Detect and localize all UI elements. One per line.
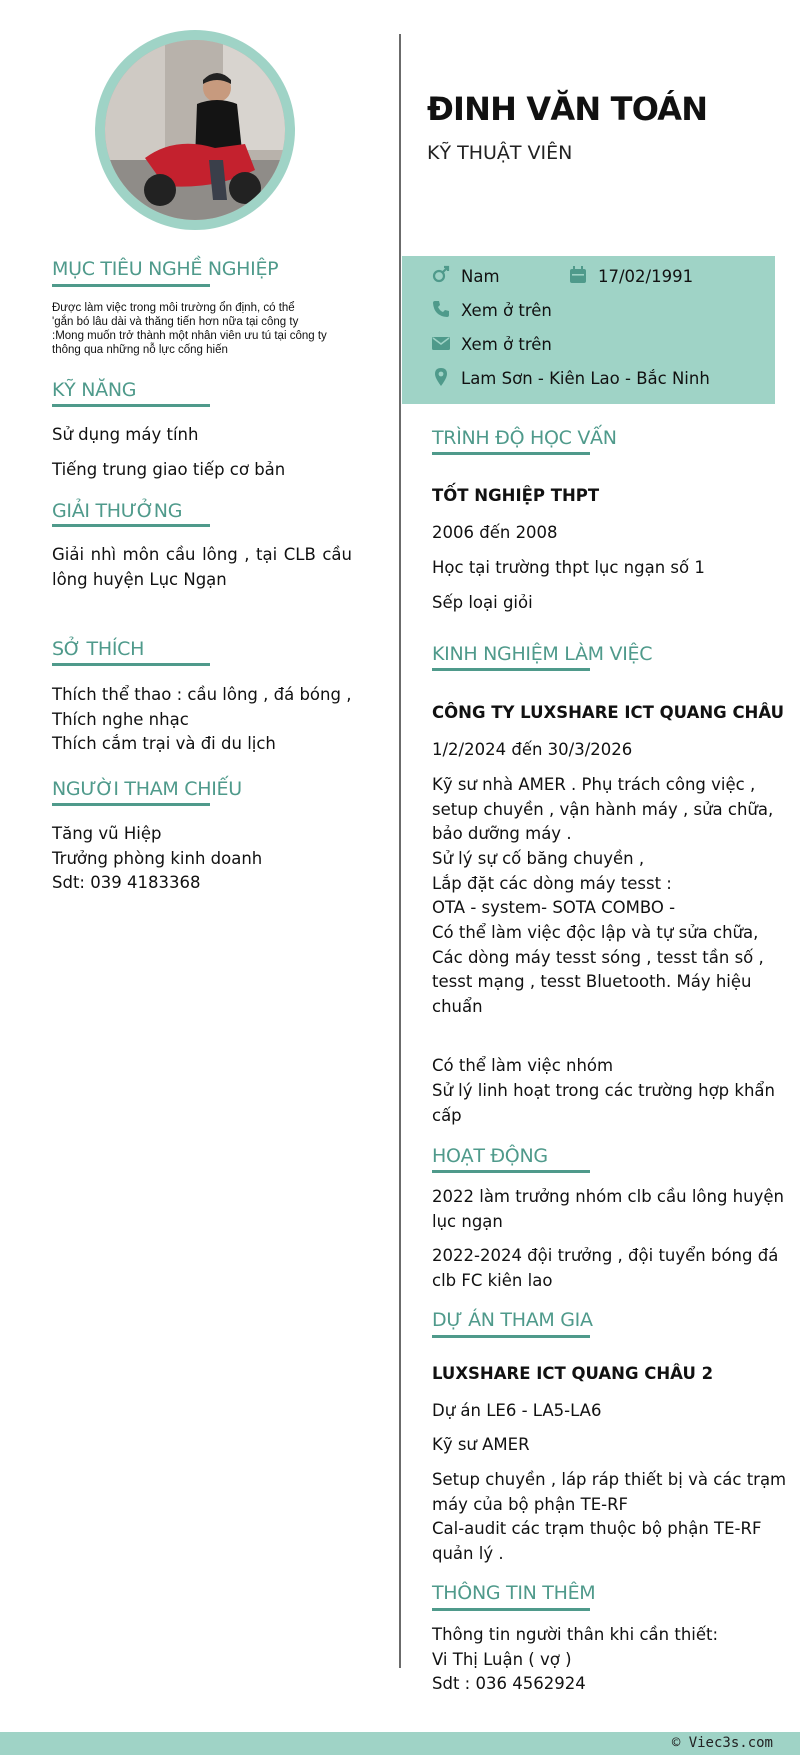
hobby-line: Thích cắm trại và đi du lịch — [52, 734, 276, 753]
project-line: Setup chuyền , láp ráp thiết bị và các trạm — [432, 1470, 787, 1489]
references-heading: NGƯỜI THAM CHIẾU — [52, 778, 242, 800]
location-icon — [431, 367, 451, 387]
activity-line: 2022-2024 đội trưởng , đội tuyển bóng đá — [432, 1246, 779, 1265]
objective-underline — [52, 284, 210, 287]
experience-line: Sử lý sự cố băng chuyền , — [432, 849, 645, 868]
avatar-ring — [95, 30, 295, 230]
experience-company: CÔNG TY LUXSHARE ICT QUANG CHÂU — [432, 703, 785, 722]
gender-icon — [431, 265, 451, 285]
additional-underline — [432, 1608, 590, 1611]
activities-underline — [432, 1170, 590, 1173]
email-icon — [431, 333, 451, 353]
experience-line: bảo dưỡng máy . — [432, 824, 572, 843]
reference-line: Sdt: 039 4183368 — [52, 873, 201, 892]
education-period: 2006 đến 2008 — [432, 523, 558, 542]
avatar — [105, 40, 285, 220]
activity-line: clb FC kiên lao — [432, 1271, 553, 1290]
experience-line: tesst mạng , tesst Bluetooth. Máy hiệu — [432, 972, 752, 991]
skills-heading: KỸ NĂNG — [52, 379, 137, 401]
experience-extra-line: cấp — [432, 1106, 462, 1125]
phone-icon — [431, 299, 451, 319]
experience-line: chuẩn — [432, 997, 483, 1016]
objective-line: :Mong muốn trở thành một nhân viên ưu tú tại công ty — [52, 330, 327, 342]
reference-line: Trưởng phòng kinh doanh — [52, 849, 263, 868]
experience-line: OTA - system- SOTA COMBO - — [432, 898, 676, 917]
activity-line: 2022 làm trưởng nhóm clb cầu lông huyện — [432, 1187, 784, 1206]
email-value: Xem ở trên — [461, 335, 552, 354]
additional-line: Thông tin người thân khi cần thiết: — [432, 1625, 719, 1644]
footer-watermark: © Viec3s.com — [671, 1735, 773, 1751]
additional-heading: THÔNG TIN THÊM — [432, 1582, 596, 1604]
reference-line: Tăng vũ Hiệp — [52, 824, 162, 843]
project-line: Cal-audit các trạm thuộc bộ phận TE-RF — [432, 1519, 762, 1538]
additional-line: Sdt : 036 4562924 — [432, 1674, 586, 1693]
hobbies-heading: SỞ THÍCH — [52, 638, 145, 660]
project-role: Kỹ sư AMER — [432, 1435, 530, 1454]
birthday-value: 17/02/1991 — [598, 267, 694, 286]
calendar-icon — [568, 265, 588, 285]
phone-value: Xem ở trên — [461, 301, 552, 320]
experience-heading: KINH NGHIỆM LÀM VIỆC — [432, 643, 653, 665]
experience-line: setup chuyền , vận hành máy , sửa chữa, — [432, 800, 774, 819]
contact-panel — [402, 256, 775, 404]
candidate-role: KỸ THUẬT VIÊN — [427, 142, 573, 164]
education-underline — [432, 452, 590, 455]
skill-item: Sử dụng máy tính — [52, 425, 199, 444]
awards-underline — [52, 524, 210, 527]
project-line: máy của bộ phận TE-RF — [432, 1495, 629, 1514]
experience-underline — [432, 668, 590, 671]
experience-line: Kỹ sư nhà AMER . Phụ trách công việc , — [432, 775, 756, 794]
education-grade: Sếp loại giỏi — [432, 593, 533, 612]
hobby-line: Thích nghe nhạc — [52, 710, 189, 729]
project-line: quản lý . — [432, 1544, 504, 1563]
address-value: Lam Sơn - Kiên Lao - Bắc Ninh — [461, 369, 710, 388]
award-line: lông huyện Lục Ngạn — [52, 570, 227, 589]
skills-underline — [52, 404, 210, 407]
project-code: Dự án LE6 - LA5-LA6 — [432, 1401, 602, 1420]
projects-heading: DỰ ÁN THAM GIA — [432, 1309, 593, 1331]
experience-line: Lắp đặt các dòng máy tesst : — [432, 874, 672, 893]
projects-underline — [432, 1335, 590, 1338]
awards-heading: GIẢI THƯỞNG — [52, 500, 183, 522]
experience-extra-line: Có thể làm việc nhóm — [432, 1056, 614, 1075]
gender-value: Nam — [461, 267, 500, 286]
education-school: TỐT NGHIỆP THPT — [432, 486, 600, 505]
award-line: Giải nhì môn cầu lông , tại CLB cầu — [52, 545, 352, 564]
column-divider — [399, 34, 401, 1668]
experience-extra-line: Sử lý linh hoạt trong các trường hợp khẩn — [432, 1081, 775, 1100]
avatar-photo — [105, 40, 285, 220]
hobby-line: Thích thể thao : cầu lông , đá bóng , — [52, 685, 352, 704]
education-detail: Học tại trường thpt lục ngạn số 1 — [432, 558, 705, 577]
references-underline — [52, 803, 210, 806]
experience-period: 1/2/2024 đến 30/3/2026 — [432, 740, 633, 759]
candidate-name: ĐINH VĂN TOÁN — [427, 90, 708, 128]
education-heading: TRÌNH ĐỘ HỌC VẤN — [432, 427, 617, 449]
activity-line: lục ngạn — [432, 1212, 503, 1231]
additional-line: Vi Thị Luận ( vợ ) — [432, 1650, 572, 1669]
objective-line: 'gắn bó lâu dài và thăng tiến hơn nữa tại công ty — [52, 316, 299, 328]
activities-heading: HOẠT ĐỘNG — [432, 1145, 548, 1167]
objective-heading: MỤC TIÊU NGHỀ NGHIỆP — [52, 258, 279, 280]
experience-line: Có thể làm việc độc lập và tự sửa chữa, — [432, 923, 759, 942]
project-name: LUXSHARE ICT QUANG CHÂU 2 — [432, 1364, 714, 1383]
objective-line: Được làm việc trong môi trường ổn định, có thể — [52, 302, 295, 314]
hobbies-underline — [52, 663, 210, 666]
objective-line: thông qua những nỗ lực cống hiến — [52, 344, 228, 356]
skill-item: Tiếng trung giao tiếp cơ bản — [52, 460, 286, 479]
experience-line: Các dòng máy tesst sóng , tesst tần số , — [432, 948, 764, 967]
footer-bar — [0, 1732, 800, 1755]
